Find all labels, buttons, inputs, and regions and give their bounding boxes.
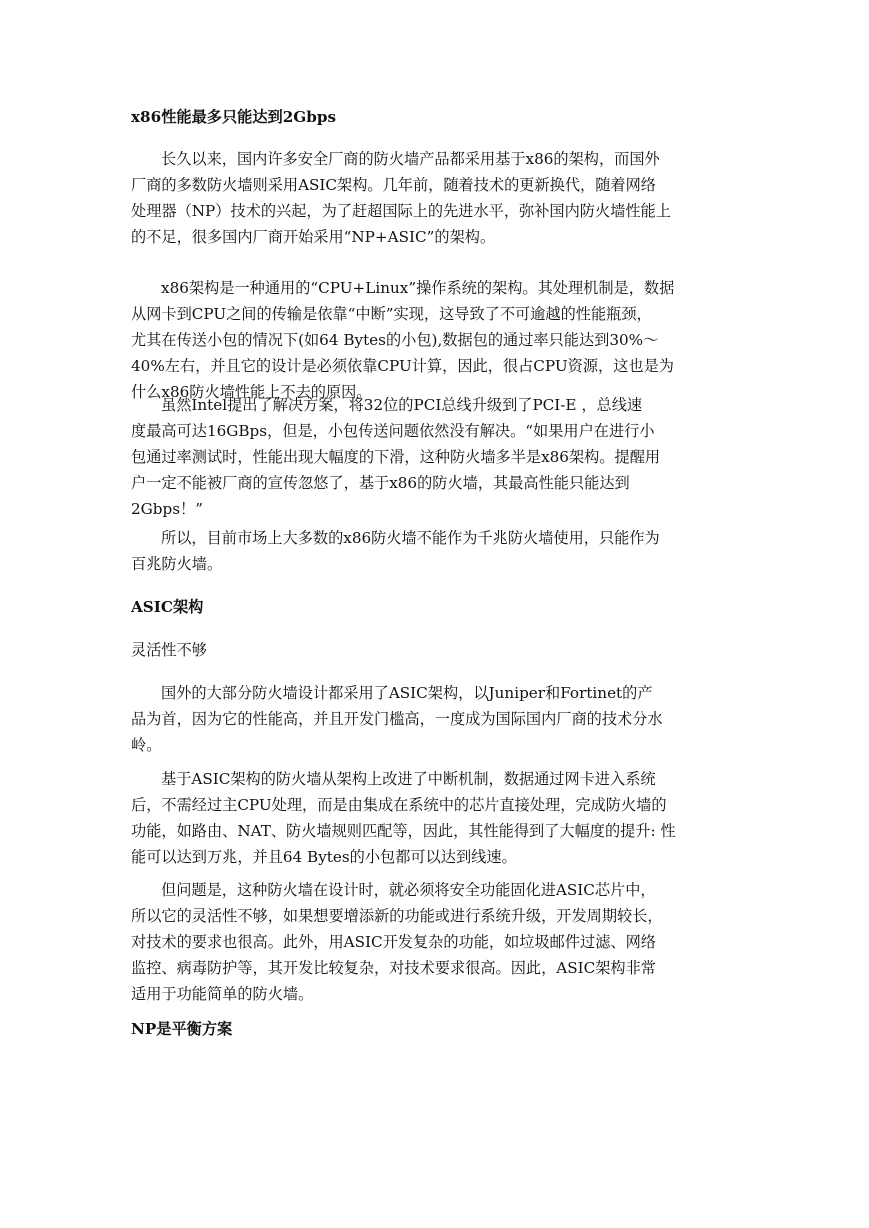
paragraph-line: 国外的大部分防火墙设计都采用了ASIC架构，以Juniper和Fortinet的产 [161,684,653,702]
paragraph-line: 所以它的灵活性不够，如果想要增添新的功能或进行系统升级，开发周期较长， [131,907,663,925]
paragraph-line: 能可以达到万兆，并且64 Bytes的小包都可以达到线速。 [131,848,517,866]
paragraph-line: 后，不需经过主CPU处理，而是由集成在系统中的芯片直接处理，完成防火墙的 [131,796,667,814]
paragraph-line: 度最高可达16GBps，但是，小包传送问题依然没有解决。“如果用户在进行小 [131,422,655,440]
heading-np: NP是平衡方案 [131,1020,233,1038]
paragraph-line: 2Gbps！” [131,500,203,518]
paragraph-line: 厂商的多数防火墙则采用ASIC架构。几年前，随着技术的更新换代，随着网络 [131,176,656,194]
paragraph-line: 品为首，因为它的性能高，并且开发门槛高，一度成为国际国内厂商的技术分水 [131,710,663,728]
paragraph-1 [131,146,741,250]
subheading-flexibility: 灵活性不够 [131,641,207,659]
paragraph-line: 的不足，很多国内厂商开始采用“NP+ASIC”的架构。 [131,228,496,246]
paragraph-line: 所以，目前市场上大多数的x86防火墙不能作为千兆防火墙使用，只能作为 [161,529,660,547]
paragraph-line: 户一定不能被厂商的宣传忽悠了，基于x86的防火墙，其最高性能只能达到 [131,474,630,492]
paragraph-line: 百兆防火墙。 [131,555,223,573]
paragraph-line: 尤其在传送小包的情况下(如64 Bytes的小包),数据包的通过率只能达到30%～ [131,331,659,349]
paragraph-line: 但问题是，这种防火墙在设计时，就必须将安全功能固化进ASIC芯片中， [161,881,656,899]
paragraph-line: 包通过率测试时，性能出现大幅度的下滑，这种防火墙多半是x86架构。提醒用 [131,448,661,466]
paragraph-line: 基于ASIC架构的防火墙从架构上改进了中断机制，数据通过网卡进入系统 [161,770,656,788]
paragraph-line: 监控、病毒防护等，其开发比较复杂，对技术要求很高。因此，ASIC架构非常 [131,959,656,977]
paragraph-4 [131,525,741,577]
paragraph-5 [131,680,741,758]
paragraph-2 [131,275,741,405]
paragraph-line: 适用于功能简单的防火墙。 [131,985,314,1003]
paragraph-line: 虽然Intel提出了解决方案，将32位的PCI总线升级到了PCI-E ，总线速 [161,396,643,414]
paragraph-line: 40%左右，并且它的设计是必须依靠CPU计算，因此，很占CPU资源，这也是为 [131,357,674,375]
heading-x86-performance: x86性能最多只能达到2Gbps [131,108,337,126]
paragraph-6 [131,766,741,870]
paragraph-line: 长久以来，国内许多安全厂商的防火墙产品都采用基于x86的架构，而国外 [161,150,660,168]
paragraph-line: x86架构是一种通用的“CPU+Linux”操作系统的架构。其处理机制是，数据 [161,279,675,297]
paragraph-7 [131,877,741,1007]
paragraph-line: 从网卡到CPU之间的传输是依靠“中断”实现，这导致了不可逾越的性能瓶颈， [131,305,652,323]
paragraph-line: 岭。 [131,736,162,754]
paragraph-3 [131,392,741,522]
paragraph-line: 对技术的要求也很高。此外，用ASIC开发复杂的功能，如垃圾邮件过滤、网络 [131,933,656,951]
paragraph-line: 功能，如路由、NAT、防火墙规则匹配等，因此，其性能得到了大幅度的提升: 性 [131,822,676,840]
paragraph-line: 处理器（NP）技术的兴起，为了赶超国际上的先进水平，弥补国内防火墙性能上 [131,202,671,220]
paragraph-line: 什么x86防火墙性能上不去的原因。 [131,383,372,401]
heading-asic: ASIC架构 [131,598,204,616]
